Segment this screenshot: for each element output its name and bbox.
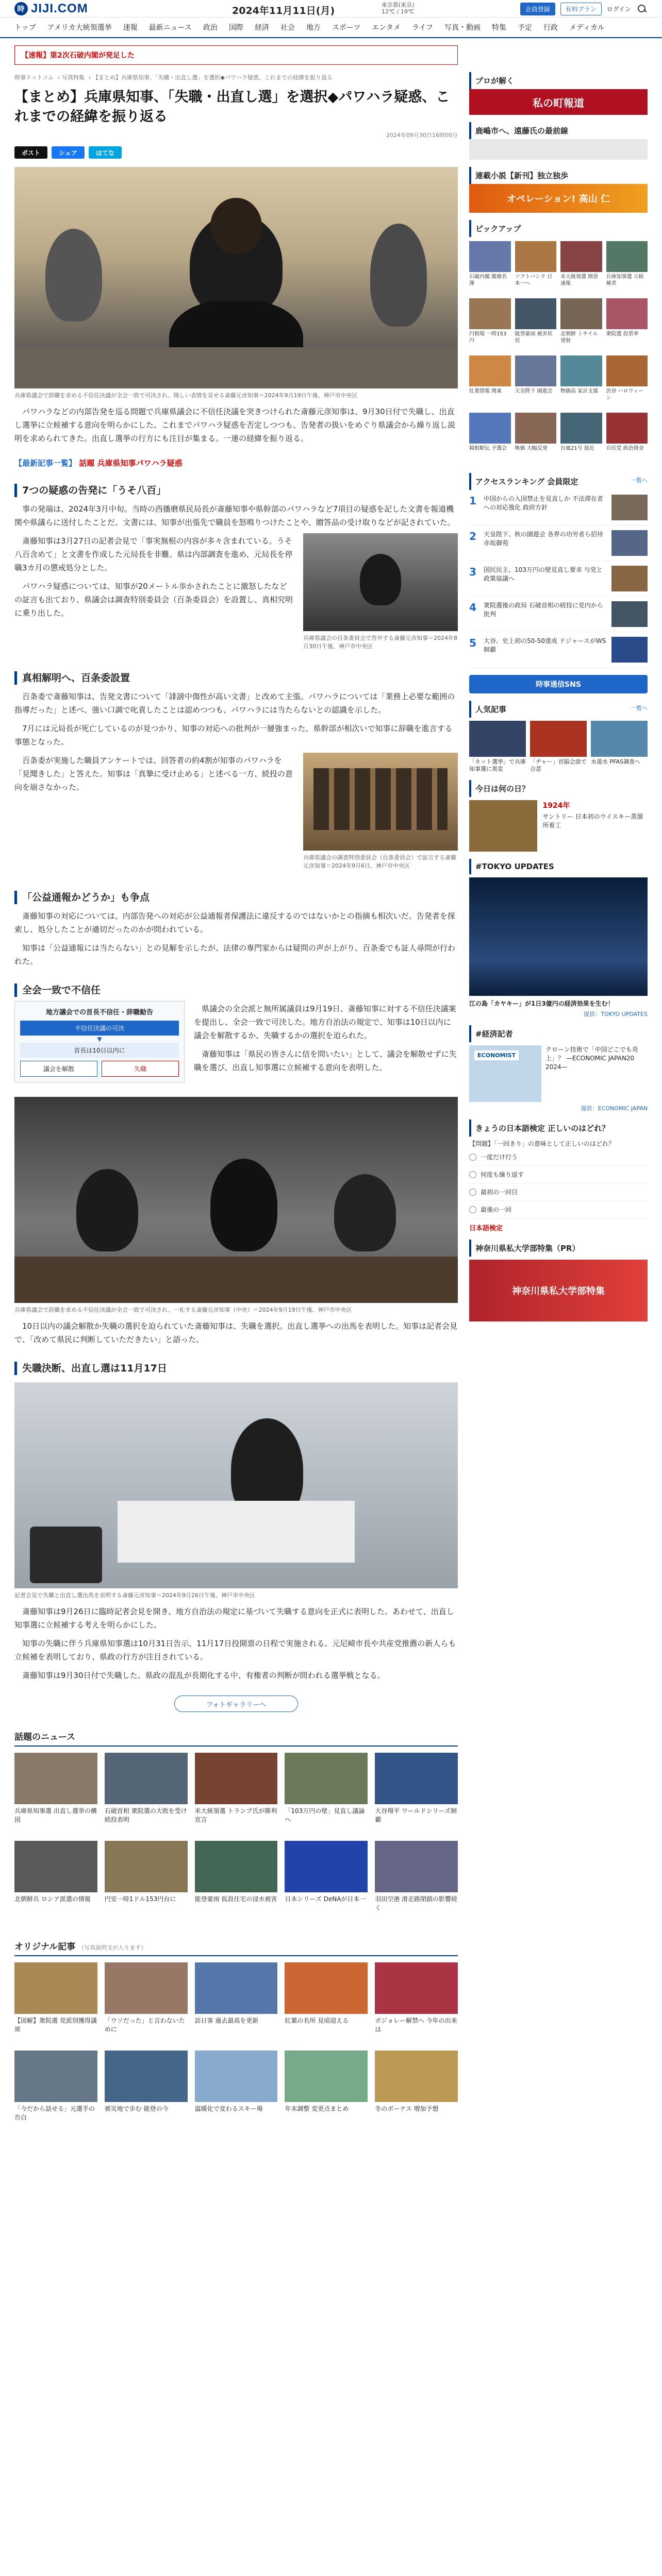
thumbnail bbox=[105, 1962, 188, 2014]
pickup-caption: 紅葉情報 関東 bbox=[469, 388, 502, 394]
photo-background-person bbox=[45, 229, 102, 321]
nav-item[interactable]: アメリカ大統領選挙 bbox=[47, 24, 112, 32]
body-paragraph: 斎藤知事は9月26日に臨時記者会見を開き、地方自治法の規定に基づいて失職する意向を正式に表明した。あわせて、出直し知事選に立候補する考えを明らかにした。 bbox=[14, 1607, 454, 1630]
graphic-step: 不信任決議の可決 bbox=[20, 1021, 179, 1036]
originals-note: （写真説明文が入ります） bbox=[78, 1944, 147, 1951]
pickup-item[interactable] bbox=[560, 355, 602, 409]
original-caption: 紅葉の名所 見頃迎える bbox=[285, 2017, 349, 2024]
topic-item[interactable] bbox=[285, 1841, 368, 1922]
originals-grid bbox=[14, 1962, 458, 2131]
quiz-option-label: 最初の一回目 bbox=[481, 1189, 518, 1196]
photo-assembly bbox=[313, 768, 448, 830]
pickup-item[interactable] bbox=[469, 241, 511, 294]
thumbnail bbox=[105, 2050, 188, 2102]
photo-camera bbox=[30, 1527, 102, 1583]
today-box[interactable] bbox=[469, 800, 648, 852]
pickup-item[interactable] bbox=[515, 241, 557, 294]
topic-caption: 羽田空港 滑走路閉鎖の影響続く bbox=[375, 1895, 458, 1911]
thumbnail bbox=[285, 1841, 368, 1892]
thumbnail bbox=[606, 413, 648, 444]
ranking-item[interactable] bbox=[469, 526, 648, 561]
pickup-item[interactable] bbox=[606, 241, 648, 294]
thumbnail bbox=[560, 413, 602, 444]
thumbnail bbox=[611, 601, 648, 627]
rank-title: 中国からの入国禁止を見直しか 不法滞在者への対応強化 政府方針 bbox=[484, 495, 603, 511]
original-caption: 【図解】衆院選 党派別獲得議席 bbox=[14, 2017, 97, 2033]
ranking-item[interactable] bbox=[469, 490, 648, 526]
rank-number: 3 bbox=[469, 566, 476, 578]
large-photo[interactable] bbox=[14, 1382, 458, 1588]
pickup-caption: 自民党 政治資金 bbox=[606, 446, 644, 451]
body-paragraph: 斎藤知事は9月30日付で失職した。県政の混乱が長期化する中、有権者の判断が問われる選挙戦となる。 bbox=[22, 1671, 385, 1680]
radio-icon bbox=[469, 1154, 476, 1161]
breaking-alert[interactable]: 【速報】第2次石破内閣が発足した bbox=[14, 45, 458, 65]
topic-caption: 円安一時1ドル153円台に bbox=[104, 1895, 176, 1903]
thumbnail bbox=[285, 1962, 368, 2014]
global-nav bbox=[0, 18, 662, 38]
rank-number: 1 bbox=[469, 495, 476, 507]
pickup-caption: 北朝鮮 ミサイル発射 bbox=[560, 331, 598, 344]
related-link-text: 話題 兵庫県知事パワハラ疑惑 bbox=[79, 459, 183, 468]
site-logo[interactable] bbox=[14, 2, 88, 16]
sidebar-heading: プロが解く bbox=[469, 72, 648, 89]
related-link-label: 【最新記事一覧】 bbox=[14, 459, 77, 468]
pickup-caption: 天皇陛下 園遊会 bbox=[515, 388, 553, 394]
original-item[interactable] bbox=[14, 2050, 97, 2131]
nav-item[interactable]: 政治 bbox=[203, 24, 218, 32]
thumbnail bbox=[195, 1753, 278, 1804]
original-caption: 冬のボーナス 増加予想 bbox=[375, 2105, 439, 2112]
thumbnail bbox=[560, 355, 602, 386]
topic-item[interactable] bbox=[375, 1753, 458, 1834]
thumbnail bbox=[14, 2050, 97, 2102]
photo-background-person bbox=[370, 224, 427, 327]
thumbnail bbox=[560, 241, 602, 272]
sidebar-heading: きょうの日本語検定 正しいのはどれ？ bbox=[469, 1120, 648, 1137]
quiz-ad-label[interactable]: 日本語検定 bbox=[469, 1225, 503, 1232]
section-heading: 失職決断、出直し選は11月17日 bbox=[14, 1362, 458, 1375]
photo-gallery-button[interactable]: フォトギャラリーへ bbox=[174, 1696, 298, 1712]
originals-title: オリジナル記事 bbox=[14, 1942, 76, 1952]
original-item[interactable] bbox=[375, 2050, 458, 2131]
weather[interactable] bbox=[382, 2, 415, 15]
nav-item[interactable]: ライフ bbox=[411, 24, 434, 32]
nav-item[interactable]: 国際 bbox=[228, 24, 243, 32]
original-item[interactable] bbox=[195, 2050, 278, 2131]
topic-item[interactable] bbox=[14, 1841, 97, 1922]
sidebar-heading: 神奈川県私大学部特集（PR） bbox=[469, 1240, 648, 1257]
article-title: 【まとめ】兵庫県知事、「失職・出直し選」を選択◆パワハラ疑惑、これまでの経緯を振り返る bbox=[14, 89, 450, 125]
photo-caption: 兵庫県議会の百条委員会で答弁する斎藤元彦知事＝2024年8月30日午後、神戸市中央区 bbox=[303, 635, 457, 650]
pickup-caption: 渋谷 ハロウィーン bbox=[606, 388, 644, 401]
body-paragraph: 斎藤知事の対応については、内部告発への対応が公益通報者保護法に違反するのではないかとの指摘も相次いだ。告発者を探索し、処分したことが適切だったのかが問われている。 bbox=[14, 911, 455, 934]
thumbnail bbox=[14, 1753, 97, 1804]
sns-button[interactable]: 時事通信SNS bbox=[469, 675, 648, 693]
section-heading: 全会一致で不信任 bbox=[14, 984, 458, 997]
quiz-option[interactable] bbox=[469, 1201, 648, 1218]
popular-item[interactable] bbox=[591, 721, 648, 773]
pickup-caption: 物価高 家計支援 bbox=[560, 388, 599, 394]
thumbnail bbox=[611, 566, 648, 591]
originals-heading bbox=[14, 1939, 458, 1956]
thumbnail bbox=[469, 413, 511, 444]
rank-title: 天皇陛下、秋の園遊会 各界の功労者ら招待 赤坂御苑 bbox=[484, 531, 603, 547]
body-paragraph: 事の発端は、2024年3月中旬。当時の西播磨県民局長が斎藤知事や県幹部のパワハラなど7項目の疑惑を記した文書を報道機関や県議らに送付したことだ。文書には、知事が出張先で職員を怒鳴りつけたことや、贈答品の受け取りなどが記されていた。 bbox=[14, 504, 455, 527]
ranking-item[interactable] bbox=[469, 632, 648, 668]
graphic-step: 首長は10日以内に bbox=[20, 1043, 179, 1058]
topic-item[interactable] bbox=[285, 1753, 368, 1834]
logo-mark: 時 bbox=[14, 2, 28, 15]
radio-icon bbox=[469, 1206, 476, 1213]
pickup-item[interactable] bbox=[515, 413, 557, 466]
thumbnail bbox=[611, 495, 648, 520]
sidebar-heading: 連載小説【新刊】独立独歩 bbox=[469, 167, 648, 184]
body-paragraph: 斎藤知事は「県民の皆さんに信を問いたい」として、議会を解散せずに失職を選び、出直し知事選に立候補する意向を表明した。 bbox=[194, 1049, 457, 1072]
sidebar-heading: #経済記者 bbox=[469, 1025, 648, 1042]
thumbnail bbox=[195, 1841, 278, 1892]
nav-item[interactable]: 予定 bbox=[518, 24, 533, 32]
nav-item[interactable]: 写真・動画 bbox=[444, 24, 481, 32]
topic-caption: 日本シリーズ DeNAが日本一 bbox=[285, 1895, 366, 1903]
pickup-caption: 台風21号 接近 bbox=[560, 446, 594, 451]
large-photo[interactable] bbox=[14, 1097, 458, 1303]
popular-item[interactable] bbox=[530, 721, 587, 773]
graphic-step: 議会を解散 bbox=[20, 1061, 97, 1077]
original-item[interactable] bbox=[375, 1962, 458, 2043]
thumbnail bbox=[606, 355, 648, 386]
pickup-item[interactable] bbox=[560, 241, 602, 294]
weather-location: 東京都(東京) bbox=[382, 2, 415, 8]
econ-box[interactable] bbox=[469, 1045, 648, 1102]
original-item[interactable] bbox=[285, 1962, 368, 2043]
topic-caption: 米大統領選 トランプ氏が勝利宣言 bbox=[194, 1807, 277, 1823]
pickup-item[interactable] bbox=[515, 355, 557, 409]
rank-title: 国民民主、103万円の壁見直し要求 与党と政策協議へ bbox=[484, 566, 603, 582]
nav-item[interactable]: 経済 bbox=[254, 24, 269, 32]
popular-more-link[interactable]: 一覧へ bbox=[631, 705, 648, 711]
photo-caption: 兵庫県議会の調査特別委員会（百条委員会）で証言する斎藤元彦知事＝2024年9月6日、神戸市中央区 bbox=[303, 854, 456, 869]
pickup-item[interactable] bbox=[469, 298, 511, 351]
photo-head bbox=[210, 198, 262, 255]
members-button[interactable]: 会員登録 bbox=[520, 3, 555, 15]
topic-item[interactable] bbox=[105, 1753, 188, 1834]
top-bar bbox=[0, 0, 662, 18]
share-buttons bbox=[14, 146, 458, 159]
thumbnail bbox=[375, 2050, 458, 2102]
pickup-item[interactable] bbox=[560, 413, 602, 466]
tokyo-image[interactable] bbox=[469, 877, 648, 996]
quiz-option[interactable] bbox=[469, 1166, 648, 1183]
related-link[interactable] bbox=[14, 457, 458, 468]
thumbnail bbox=[285, 2050, 368, 2102]
thumbnail bbox=[105, 1753, 188, 1804]
topic-caption: 能登豪雨 仮設住宅の浸水被害 bbox=[194, 1895, 277, 1903]
thumbnail bbox=[515, 241, 557, 272]
thumbnail bbox=[375, 1962, 458, 2014]
body-paragraph: 知事の失職に伴う兵庫県知事選は10月31日告示、11月17日投開票の日程で実施される。元尼崎市長や共産党推薦の新人らも立候補を表明しており、県政の行方が注目されている。 bbox=[14, 1639, 456, 1662]
photo-podium bbox=[118, 1501, 355, 1563]
thumbnail bbox=[606, 298, 648, 329]
body-paragraph: 知事は「公益通報には当たらない」との見解を示したが、法律の専門家からは疑問の声が上がり、百条委でも証人尋問が行われた。 bbox=[14, 943, 456, 966]
econ-ad-label: ECONOMIST bbox=[474, 1050, 519, 1060]
nav-item[interactable]: 特集 bbox=[492, 24, 507, 32]
inline-photo-box bbox=[303, 533, 458, 651]
thumbnail bbox=[515, 298, 557, 329]
publish-date: 2024年09月30日16時00分 bbox=[386, 132, 458, 139]
topic-caption: 兵庫県知事選 出直し選挙の構図 bbox=[14, 1807, 97, 1823]
radio-icon bbox=[469, 1189, 476, 1196]
ranking-item[interactable] bbox=[469, 597, 648, 632]
quiz-option-label: 最後の一回 bbox=[481, 1206, 512, 1213]
sidebar bbox=[469, 67, 648, 1321]
ranking-heading bbox=[469, 473, 648, 490]
pickup-caption: 能登豪雨 被害状況 bbox=[515, 331, 553, 344]
pickup-caption: 石破内閣 閣僚名簿 bbox=[469, 274, 507, 286]
body-paragraph: 百条委で斎藤知事は、告発文書について「誹謗中傷性が高い文書」と改めて主張。パワハラについては「業務上必要な範囲の指導だった」と述べ、強い口調で叱責したことは認めつつも、パワハラには当たらないとの認識を示した。 bbox=[14, 692, 455, 715]
original-caption: 訪日客 過去最高を更新 bbox=[194, 2017, 259, 2024]
graphic-title: 地方議会での首長不信任・辞職勧告 bbox=[45, 1009, 153, 1016]
topic-caption: 石破首相 衆院選の大敗を受け続投表明 bbox=[104, 1807, 187, 1823]
original-caption: 年末調整 変更点まとめ bbox=[285, 2105, 349, 2112]
body-paragraph: 10日以内の議会解散か失職の選択を迫られていた斎藤知事は、失職を選択。出直し選挙への出馬を表明した。知事は記者会見で、「改めて県民に判断していただきたい」と語った。 bbox=[14, 1321, 458, 1344]
body-paragraph: 7月には元局長が死亡しているのが見つかり、知事の対応への批判が一層強まった。県幹部が相次いで知事に辞職を進言する事態となった。 bbox=[14, 724, 453, 747]
thumbnail bbox=[195, 1962, 278, 2014]
econ-caption: クローン技術で「中国どこでも炎上」？ —ECONOMIC JAPAN20 2024— bbox=[545, 1046, 638, 1071]
pickup-caption: 株価 大幅反発 bbox=[515, 446, 548, 451]
topic-caption: 「103万円の壁」見直し議論へ bbox=[285, 1807, 365, 1823]
info-graphic[interactable] bbox=[14, 1001, 185, 1082]
breadcrumb: 時事ドットコム › 写真特集 › 【まとめ】兵庫県知事、「失職・出直し選」を選択◆パワハラ疑惑、これまでの経緯を振り返る bbox=[14, 74, 333, 81]
ranking-list bbox=[469, 490, 648, 668]
inline-photo[interactable] bbox=[303, 533, 458, 631]
topic-item[interactable] bbox=[195, 1841, 278, 1922]
pickup-item[interactable] bbox=[469, 355, 511, 409]
thumbnail bbox=[375, 1841, 458, 1892]
thumbnail bbox=[515, 413, 557, 444]
photo-caption: 兵庫県議会で辞職を求める不信任決議が全会一致で可決され、険しい表情を見せる斎藤元彦知事＝2024年9月19日午後、神戸市中央区 bbox=[14, 392, 358, 399]
nav-item[interactable]: スポーツ bbox=[332, 24, 361, 32]
topic-item[interactable] bbox=[195, 1753, 278, 1834]
popular-caption: 水道水 PFAS調査へ bbox=[591, 758, 640, 765]
lead-paragraph: パワハラなどの内部告発を巡る問題で兵庫県議会に不信任決議を突きつけられた斎藤元彦知事は、9月30日付で失職し、出直し選挙に立候補する意向を明らかにした。これまでパワハラ疑惑を否定しつつも、告発者の扱いをめぐり県議会から繰り返し説明を求められてきた。出直し選挙の行方にも注目が集まる。一連の経緯を振り返る。 bbox=[14, 407, 456, 443]
pickup-item[interactable] bbox=[606, 413, 648, 466]
ranking-title: アクセスランキング 会員限定 bbox=[475, 477, 578, 486]
inline-photo-box bbox=[303, 753, 458, 870]
section-heading: 7つの疑惑の告発に「うそ八百」 bbox=[14, 484, 458, 497]
main-column bbox=[14, 67, 458, 2131]
photo-figure bbox=[334, 1174, 396, 1251]
novel-banner[interactable]: オペレーション! 高山 仁 bbox=[469, 184, 648, 213]
body-paragraph: 県議会の全会派と無所属議員は9月19日、斎藤知事に対する不信任決議案を提出し、全会一致で可決した。地方自治法の規定で、知事は10日以内に議会を解散するか、失職するかの選択を迫られた。 bbox=[194, 1004, 456, 1040]
logo-text: JIJI.COM bbox=[31, 1, 88, 15]
thumbnail bbox=[105, 1841, 188, 1892]
body-paragraph: 斎藤知事は3月27日の記者会見で「事実無根の内容が多々含まれている。うそ八百含めて」と文書を作成した元局長を非難。県は内部調査を進め、元局長を停職3カ月の懲戒処分とした。 bbox=[14, 536, 293, 572]
pickup-caption: 兵庫知事選 立候補者 bbox=[606, 274, 644, 286]
thumbnail bbox=[469, 355, 511, 386]
search-icon[interactable] bbox=[636, 4, 648, 15]
thumbnail bbox=[285, 1753, 368, 1804]
radio-icon bbox=[469, 1171, 476, 1178]
topic-caption: 大谷翔平 ワールドシリーズ制覇 bbox=[375, 1807, 457, 1823]
pickup-grid bbox=[469, 241, 648, 466]
university-banner[interactable]: 神奈川県私大学部特集 bbox=[469, 1260, 648, 1321]
popular-caption: 「ヂャー」首脳会談で合意 bbox=[530, 758, 587, 772]
thumbnail bbox=[469, 298, 511, 329]
pickup-caption: ソフトバンク 日本一へ bbox=[515, 274, 553, 286]
current-date: 2024年11月11日(月) bbox=[232, 5, 335, 16]
topics-grid bbox=[14, 1753, 458, 1922]
pickup-caption: 衆院選 投票率 bbox=[606, 331, 639, 337]
thumbnail bbox=[530, 721, 587, 757]
original-item[interactable] bbox=[14, 1962, 97, 2043]
quiz-question: 【問題】「一回きり」の意味として正しいのはどれ？ bbox=[469, 1140, 615, 1147]
sidebar-heading: #TOKYO UPDATES bbox=[469, 859, 648, 874]
weather-temp: 12℃ / 19℃ bbox=[382, 8, 415, 15]
today-year: 1924年 bbox=[542, 802, 570, 810]
thumbnail bbox=[611, 637, 648, 663]
share-facebook-button[interactable]: シェア bbox=[52, 146, 85, 159]
pickup-item[interactable] bbox=[606, 298, 648, 351]
thumbnail bbox=[560, 298, 602, 329]
pickup-item[interactable] bbox=[515, 298, 557, 351]
topic-item[interactable] bbox=[14, 1753, 97, 1834]
thumbnail bbox=[195, 2050, 278, 2102]
share-hatena-button[interactable]: はてな bbox=[89, 146, 122, 159]
topics-heading: 話題のニュース bbox=[14, 1730, 458, 1747]
pickup-item[interactable] bbox=[606, 355, 648, 409]
graphic-step: 失職 bbox=[102, 1061, 179, 1077]
photo-figure bbox=[360, 554, 401, 605]
topic-item[interactable] bbox=[375, 1841, 458, 1922]
pickup-caption: 箱根駅伝 予選会 bbox=[469, 446, 507, 451]
nav-item[interactable]: 地方 bbox=[306, 24, 321, 32]
nav-item[interactable]: トップ bbox=[14, 24, 36, 32]
ranking-more-link[interactable]: 一覧へ bbox=[631, 477, 648, 484]
photo-caption: 兵庫県議会で辞職を求める不信任決議が全会一致で可決され、一礼する斎藤元彦知事（中央）＝2024年9月19日午後、神戸市中央区 bbox=[14, 1307, 352, 1313]
photo-figure bbox=[210, 1159, 277, 1251]
pickup-caption: 米大統領選 開票速報 bbox=[560, 274, 599, 286]
rank-number: 4 bbox=[469, 601, 476, 614]
sidebar-banner[interactable]: 私の町報道 bbox=[469, 89, 648, 115]
original-caption: ボジョレー解禁へ 今年の出来は bbox=[375, 2017, 457, 2033]
original-caption: 温暖化で変わるスキー場 bbox=[194, 2105, 263, 2112]
quiz-option-label: 一度だけ行う bbox=[481, 1154, 518, 1161]
tokyo-caption[interactable]: 江の島「カヤキー」が1日3億円の経済効果を生む！ bbox=[469, 1000, 614, 1007]
thumbnail bbox=[469, 800, 537, 852]
thumbnail bbox=[606, 241, 648, 272]
nav-item[interactable]: メディカル bbox=[569, 24, 605, 32]
original-item[interactable] bbox=[285, 2050, 368, 2131]
photo-desk bbox=[14, 1257, 458, 1303]
tokyo-credit[interactable]: 提供：TOKYO UPDATES bbox=[584, 1011, 648, 1018]
top-buttons bbox=[520, 3, 648, 15]
section-heading: 「公益通報かどうか」も争点 bbox=[14, 891, 458, 904]
breadcrumb-item[interactable]: 写真特集 bbox=[62, 74, 85, 81]
sidebar-ad[interactable] bbox=[469, 139, 648, 160]
main-photo[interactable] bbox=[14, 167, 458, 388]
nav-item[interactable]: 行政 bbox=[543, 24, 558, 32]
breadcrumb-item[interactable]: 時事ドットコム bbox=[14, 74, 54, 81]
photo-caption: 記者会見で失職と出直し選出馬を表明する斎藤元彦知事＝2024年9月26日午後、神戸市中央区 bbox=[14, 1592, 255, 1599]
original-caption: 被災地で歩む 能登の今 bbox=[104, 2105, 169, 2112]
topic-caption: 北朝鮮兵 ロシア派遣の情報 bbox=[14, 1895, 91, 1903]
quiz-option[interactable] bbox=[469, 1148, 648, 1166]
topic-item[interactable] bbox=[105, 1841, 188, 1922]
breadcrumb-item: 【まとめ】兵庫県知事、「失職・出直し選」を選択◆パワハラ疑惑、これまでの経緯を振り返る bbox=[92, 74, 333, 81]
pickup-caption: 円相場 一時153円 bbox=[469, 331, 507, 344]
thumbnail bbox=[469, 241, 511, 272]
sidebar-heading: 今日は何の日？ bbox=[469, 780, 648, 797]
rank-title: 衆院選後の政局 石破首相の続投に党内から批判 bbox=[484, 602, 603, 618]
rank-title: 大谷、史上初の50-50達成 ドジャースがWS制覇 bbox=[484, 637, 606, 653]
ranking-item[interactable] bbox=[469, 561, 648, 597]
popular-item[interactable] bbox=[469, 721, 526, 773]
quiz-option-label: 何度も繰り返す bbox=[481, 1171, 524, 1178]
original-item[interactable] bbox=[105, 1962, 188, 2043]
rank-number: 5 bbox=[469, 637, 476, 649]
sidebar-heading: 鹿嶋市へ、遠藤氏の最前線 bbox=[469, 122, 648, 139]
nav-item[interactable]: 社会 bbox=[280, 24, 295, 32]
nav-item[interactable]: 最新ニュース bbox=[148, 24, 192, 32]
original-item[interactable] bbox=[195, 1962, 278, 2043]
pickup-item[interactable] bbox=[469, 413, 511, 466]
today-text: サントリー 日本初のウイスキー蒸溜所着工 bbox=[542, 813, 643, 829]
body-paragraph: 百条委が実施した職員アンケートでは、回答者の約4割が知事のパワハラを「見聞きした」と答えた。知事は「真摯に受け止める」と述べる一方、続投の意向を崩さなかった。 bbox=[14, 756, 293, 792]
original-caption: 「ウソだった」と言わないために bbox=[104, 2017, 185, 2033]
original-caption: 「今だから話せる」元選手の告白 bbox=[14, 2105, 95, 2121]
pickup-item[interactable] bbox=[560, 298, 602, 351]
rank-number: 2 bbox=[469, 530, 476, 543]
share-x-button[interactable]: ポスト bbox=[14, 146, 47, 159]
popular-caption: 「ネット選挙」で兵庫知事選に異変 bbox=[469, 758, 526, 772]
thumbnail bbox=[469, 721, 526, 757]
quiz-option[interactable] bbox=[469, 1183, 648, 1201]
thumbnail bbox=[375, 1753, 458, 1804]
thumbnail bbox=[14, 1841, 97, 1892]
popular-title: 人気記事 bbox=[475, 705, 507, 714]
thumbnail bbox=[611, 530, 648, 556]
thumbnail bbox=[515, 355, 557, 386]
popular-heading bbox=[469, 701, 648, 718]
arrow-down-icon: ▼ bbox=[97, 1036, 102, 1043]
photo-figure bbox=[76, 1169, 138, 1251]
thumbnail bbox=[14, 1962, 97, 2014]
original-item[interactable] bbox=[105, 2050, 188, 2131]
photo-desk bbox=[14, 347, 458, 388]
plans-button[interactable]: 有料プラン bbox=[560, 3, 602, 15]
popular-grid bbox=[469, 721, 648, 773]
section-heading: 真相解明へ、百条委設置 bbox=[14, 671, 458, 685]
nav-item[interactable]: エンタメ bbox=[372, 24, 401, 32]
body-paragraph: パワハラ疑惑については、知事が20メートル歩かされたことに激怒したなどの証言も出ており、県議会は調査特別委員会（百条委員会）を設置し、真相究明に乗り出した。 bbox=[14, 582, 293, 618]
sidebar-heading: ピックアップ bbox=[469, 220, 648, 237]
thumbnail bbox=[591, 721, 648, 757]
econ-credit[interactable]: 提供：ECONOMIC JAPAN bbox=[581, 1105, 648, 1112]
nav-item[interactable]: 速報 bbox=[123, 24, 138, 32]
inline-photo[interactable] bbox=[303, 753, 458, 851]
econ-image bbox=[469, 1045, 541, 1102]
login-link[interactable]: ログイン bbox=[606, 6, 631, 13]
